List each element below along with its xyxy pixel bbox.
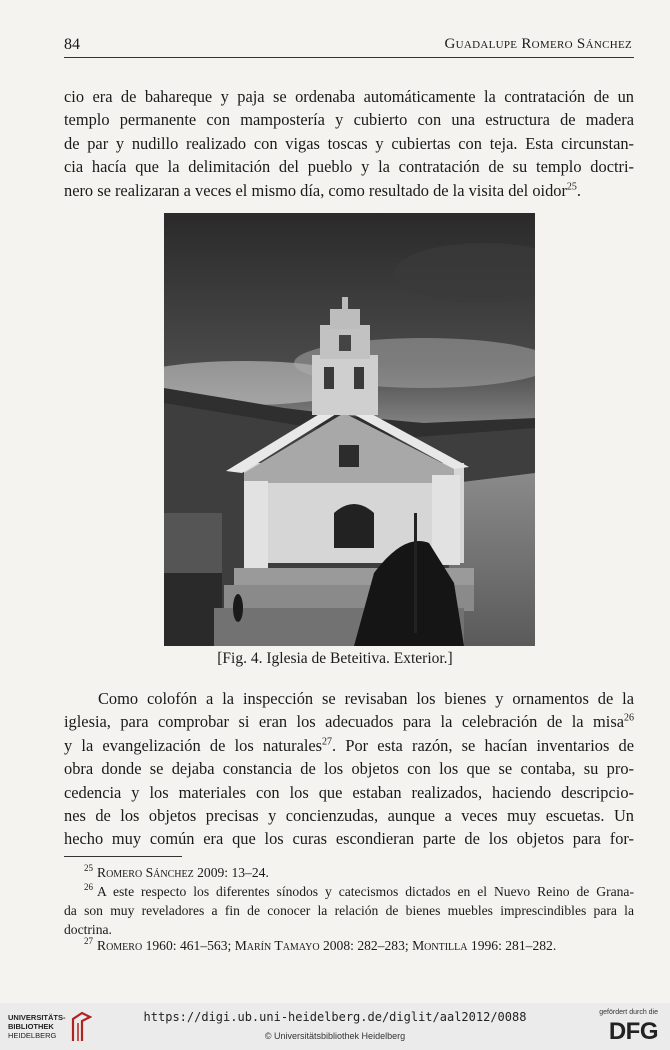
footnote-ref-25[interactable]: 25 (566, 181, 577, 193)
library-logo[interactable]: UNIVERSITÄTS- BIBLIOTHEK HEIDELBERG (8, 1013, 66, 1040)
digitization-footer (0, 1003, 670, 1050)
footnote-27: $^{27}$ Romero 1960: 461–563; Marín Tamayo 2008: 282–283; Montilla 1996: 281–282. (84, 936, 557, 953)
church-photo-illustration (164, 213, 535, 646)
footnote-25: $^{25}$ Romero Sánchez 2009: 13–24. (84, 863, 269, 880)
text-line: iglesia, para comprobar si eran los adecuados para la celebración de la misa$^{26}$ (64, 712, 634, 732)
copyright-notice: © Universitätsbibliothek Heidelberg (264, 1031, 406, 1041)
footnote-26: $^{26}$ A este respecto los diferentes sínodos y catecismos dictados en el Nuevo Reino de Grana- da son muy reveladores a fin de conocer la relación de bienes muebles imprescindibles para la doctrina. (64, 882, 634, 937)
paragraph-1 (64, 85, 634, 202)
footnote-ref-27[interactable]: 27 (322, 736, 333, 748)
text-line: Como colofón a la inspección se revisaban los bienes y ornamentos de la (98, 689, 634, 708)
paragraph-2 (64, 687, 634, 851)
page-number: 84 (64, 36, 80, 53)
funding-note: gefördert durch die (599, 1009, 658, 1016)
permalink-url[interactable]: https://digi.ub.uni-heidelberg.de/diglit/aal2012/0088 (143, 1010, 527, 1024)
text-line: nes de los objetos precisas y concienzudas, aunque a veces muy escuetas. Un (64, 806, 634, 826)
header-rule (64, 57, 634, 58)
text-line: hecho muy común era que los curas escondieran parte de los objetos para for- (64, 829, 634, 849)
text-line: cio era de bahareque y paja se ordenaba automáticamente la contratación de un (64, 87, 634, 106)
text-line: templo permanente con mampostería y cubierto con una estructura de madera (64, 110, 634, 130)
dfg-logo[interactable]: DFG (608, 1018, 658, 1045)
footnote-number: 27 (84, 936, 93, 947)
text-line: nero se realizaran a veces el mismo día, como resultado de la visita del oidor$^{25}$. (64, 180, 582, 200)
figure-caption: [Fig. 4. Iglesia de Beteitiva. Exterior.] (217, 650, 453, 667)
text-line: cedencia y los materiales con los que estaban realizados, haciendo descripcio- (64, 782, 634, 802)
footnote-ref-26[interactable]: 26 (624, 712, 634, 724)
footnote-number: 26 (84, 882, 93, 893)
church-photograph (164, 213, 535, 646)
running-title: Guadalupe Romero Sánchez (444, 36, 632, 52)
running-header (64, 36, 632, 56)
text-line: cia hacía que la delimitación del pueblo y la contratación de su templo doctri- (64, 157, 634, 177)
footnote-author: Romero Sánchez (97, 865, 194, 880)
footnote-number: 25 (84, 863, 93, 874)
footnote-rule (64, 856, 182, 857)
text-line: de par y nudillo realizado con vigas toscas y cubiertas con teja. Esta circunstan- (64, 133, 634, 153)
text-line: y la evangelización de los naturales$^{27}$. Por esta razón, se hacían inventarios de (64, 735, 634, 755)
text-line: obra donde se dejaba constancia de los objetos con los que se contaba, su pro- (64, 759, 634, 779)
